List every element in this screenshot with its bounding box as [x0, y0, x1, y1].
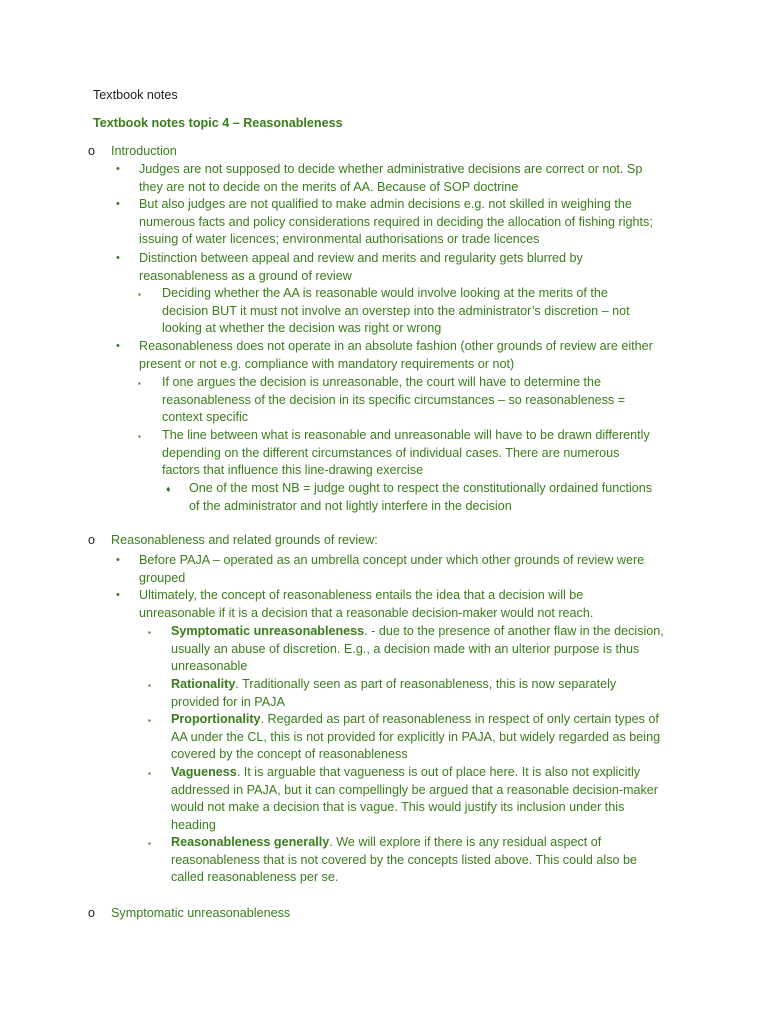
- text-line: numerous facts and policy considerations required in deciding the allocation of fishing rights;: [139, 214, 653, 229]
- text-line: they are not to decide on the merits of AA. Because of SOP doctrine: [139, 179, 519, 194]
- text-line: addressed in PAJA, but it can compellingly be argued that a reasonable decision-maker: [171, 782, 659, 797]
- square-bullet-icon: ▪: [148, 716, 151, 725]
- intro-bullet-4a: [162, 374, 677, 427]
- bullet-icon: •: [116, 163, 120, 175]
- text-line: Before PAJA – operated as an umbrella concept under which other grounds of review were: [139, 553, 645, 567]
- term-label: Rationality: [171, 677, 236, 691]
- section-heading-symptomatic: Symptomatic unreasonableness: [111, 906, 291, 920]
- square-bullet-icon: ▪: [138, 290, 141, 299]
- section-heading-related: Reasonableness and related grounds of review:: [111, 533, 378, 547]
- text-span: . Traditionally seen as part of reasonableness, this is now separately: [235, 677, 617, 691]
- intro-bullet-3a: [162, 285, 677, 338]
- text-line: [171, 834, 676, 852]
- text-line: [171, 764, 676, 782]
- text-line: Ultimately, the concept of reasonableness entails the idea that a decision will be: [139, 588, 584, 602]
- text-line: decision BUT it must not involve an overstep into the administrator’s discretion – not: [162, 303, 630, 318]
- text-line: factors that influence this line-drawing exercise: [162, 463, 424, 478]
- intro-bullet-4b: [162, 427, 677, 480]
- text-line: reasonableness as a ground of review: [139, 268, 352, 283]
- text-line: present or not e.g. compliance with mandatory requirements or not): [139, 356, 515, 371]
- text-line: usually an abuse of discretion. E.g., a decision made with an ulterior purpose is thus: [171, 641, 640, 656]
- related-bullet-1: [139, 552, 684, 587]
- text-line: [171, 676, 676, 694]
- square-bullet-icon: ▪: [148, 681, 151, 690]
- text-span: . We will explore if there is any residual aspect of: [329, 835, 602, 849]
- doc-title: Textbook notes: [93, 88, 178, 102]
- bullet-icon: •: [116, 198, 120, 210]
- term-label: Symptomatic unreasonableness: [171, 624, 365, 638]
- square-bullet-icon: ▪: [138, 379, 141, 388]
- text-line: grouped: [139, 570, 186, 585]
- text-line: reasonableness of the decision in its specific circumstances – so reasonableness =: [162, 392, 626, 407]
- text-line: reasonableness that is not covered by the concepts listed above. This could also be: [171, 852, 638, 867]
- square-bullet-icon: ▪: [148, 769, 151, 778]
- term-label: Reasonableness generally: [171, 835, 330, 849]
- item-vagueness: [171, 764, 676, 834]
- text-line: The line between what is reasonable and unreasonable will have to be drawn differently: [162, 428, 650, 442]
- related-bullet-2: [139, 587, 684, 622]
- text-line: Deciding whether the AA is reasonable would involve looking at the merits of the: [162, 286, 608, 300]
- text-line: One of the most NB = judge ought to respect the constitutionally ordained functions: [189, 481, 653, 495]
- bullet-icon: •: [116, 340, 120, 352]
- square-bullet-icon: ▪: [148, 628, 151, 637]
- item-reasonableness-generally: [171, 834, 676, 887]
- text-line: Judges are not supposed to decide whether administrative decisions are correct or not. Sp: [139, 162, 643, 176]
- square-bullet-icon: ▪: [148, 839, 151, 848]
- text-line: unreasonable: [171, 659, 248, 674]
- bullet-icon: •: [116, 252, 120, 264]
- text-line: looking at whether the decision was right or wrong: [162, 321, 442, 336]
- item-rationality: [171, 676, 676, 711]
- intro-bullet-4b1: [189, 480, 679, 515]
- intro-bullet-1: [139, 161, 684, 196]
- text-line: depending on the different circumstances of individual cases. There are numerous: [162, 445, 620, 460]
- text-line: [171, 711, 676, 729]
- item-proportionality: [171, 711, 676, 764]
- doc-subtitle: Textbook notes topic 4 – Reasonableness: [93, 116, 343, 130]
- text-line: heading: [171, 817, 216, 832]
- text-line: AA under the CL, this is not provided for explicitly in PAJA, but widely regarded as being: [171, 729, 661, 744]
- text-line: But also judges are not qualified to make admin decisions e.g. not skilled in weighing the: [139, 197, 632, 211]
- text-span: . It is arguable that vagueness is out of place here. It is also not explicitly: [236, 765, 641, 779]
- circle-bullet-icon: o: [88, 906, 96, 920]
- text-line: of the administrator and not lightly interfere in the decision: [189, 498, 512, 513]
- intro-bullet-4: [139, 338, 684, 373]
- text-line: would not make a decision that is vague. This would justify its inclusion under this: [171, 800, 625, 815]
- section-heading-introduction: Introduction: [111, 144, 177, 158]
- text-span: . - due to the presence of another flaw in the decision,: [364, 624, 664, 638]
- text-line: context specific: [162, 410, 249, 425]
- item-symptomatic: [171, 623, 676, 676]
- square-bullet-icon: ▪: [138, 432, 141, 441]
- text-line: Reasonableness does not operate in an absolute fashion (other grounds of review are either: [139, 339, 653, 353]
- text-line: unreasonable if it is a decision that a reasonable decision-maker would not reach.: [139, 605, 594, 620]
- text-line: [171, 623, 676, 641]
- text-line: covered by the concept of reasonableness: [171, 747, 408, 762]
- term-label: Vagueness: [171, 765, 237, 779]
- diamond-bullet-icon: ♦: [166, 484, 171, 494]
- term-label: Proportionality: [171, 712, 261, 726]
- intro-bullet-2: [139, 196, 684, 249]
- text-line: issuing of water licences; environmental authorisations or trade licences: [139, 232, 540, 247]
- text-span: . Regarded as part of reasonableness in respect of only certain types of: [260, 712, 659, 726]
- bullet-icon: •: [116, 589, 120, 601]
- text-line: Distinction between appeal and review and merits and regularity gets blurred by: [139, 251, 583, 265]
- text-line: called reasonableness per se.: [171, 870, 339, 885]
- text-line: If one argues the decision is unreasonable, the court will have to determine the: [162, 375, 601, 389]
- text-line: provided for in PAJA: [171, 694, 285, 709]
- circle-bullet-icon: o: [88, 533, 96, 547]
- bullet-icon: •: [116, 554, 120, 566]
- intro-bullet-3: [139, 250, 684, 285]
- circle-bullet-icon: o: [88, 144, 96, 158]
